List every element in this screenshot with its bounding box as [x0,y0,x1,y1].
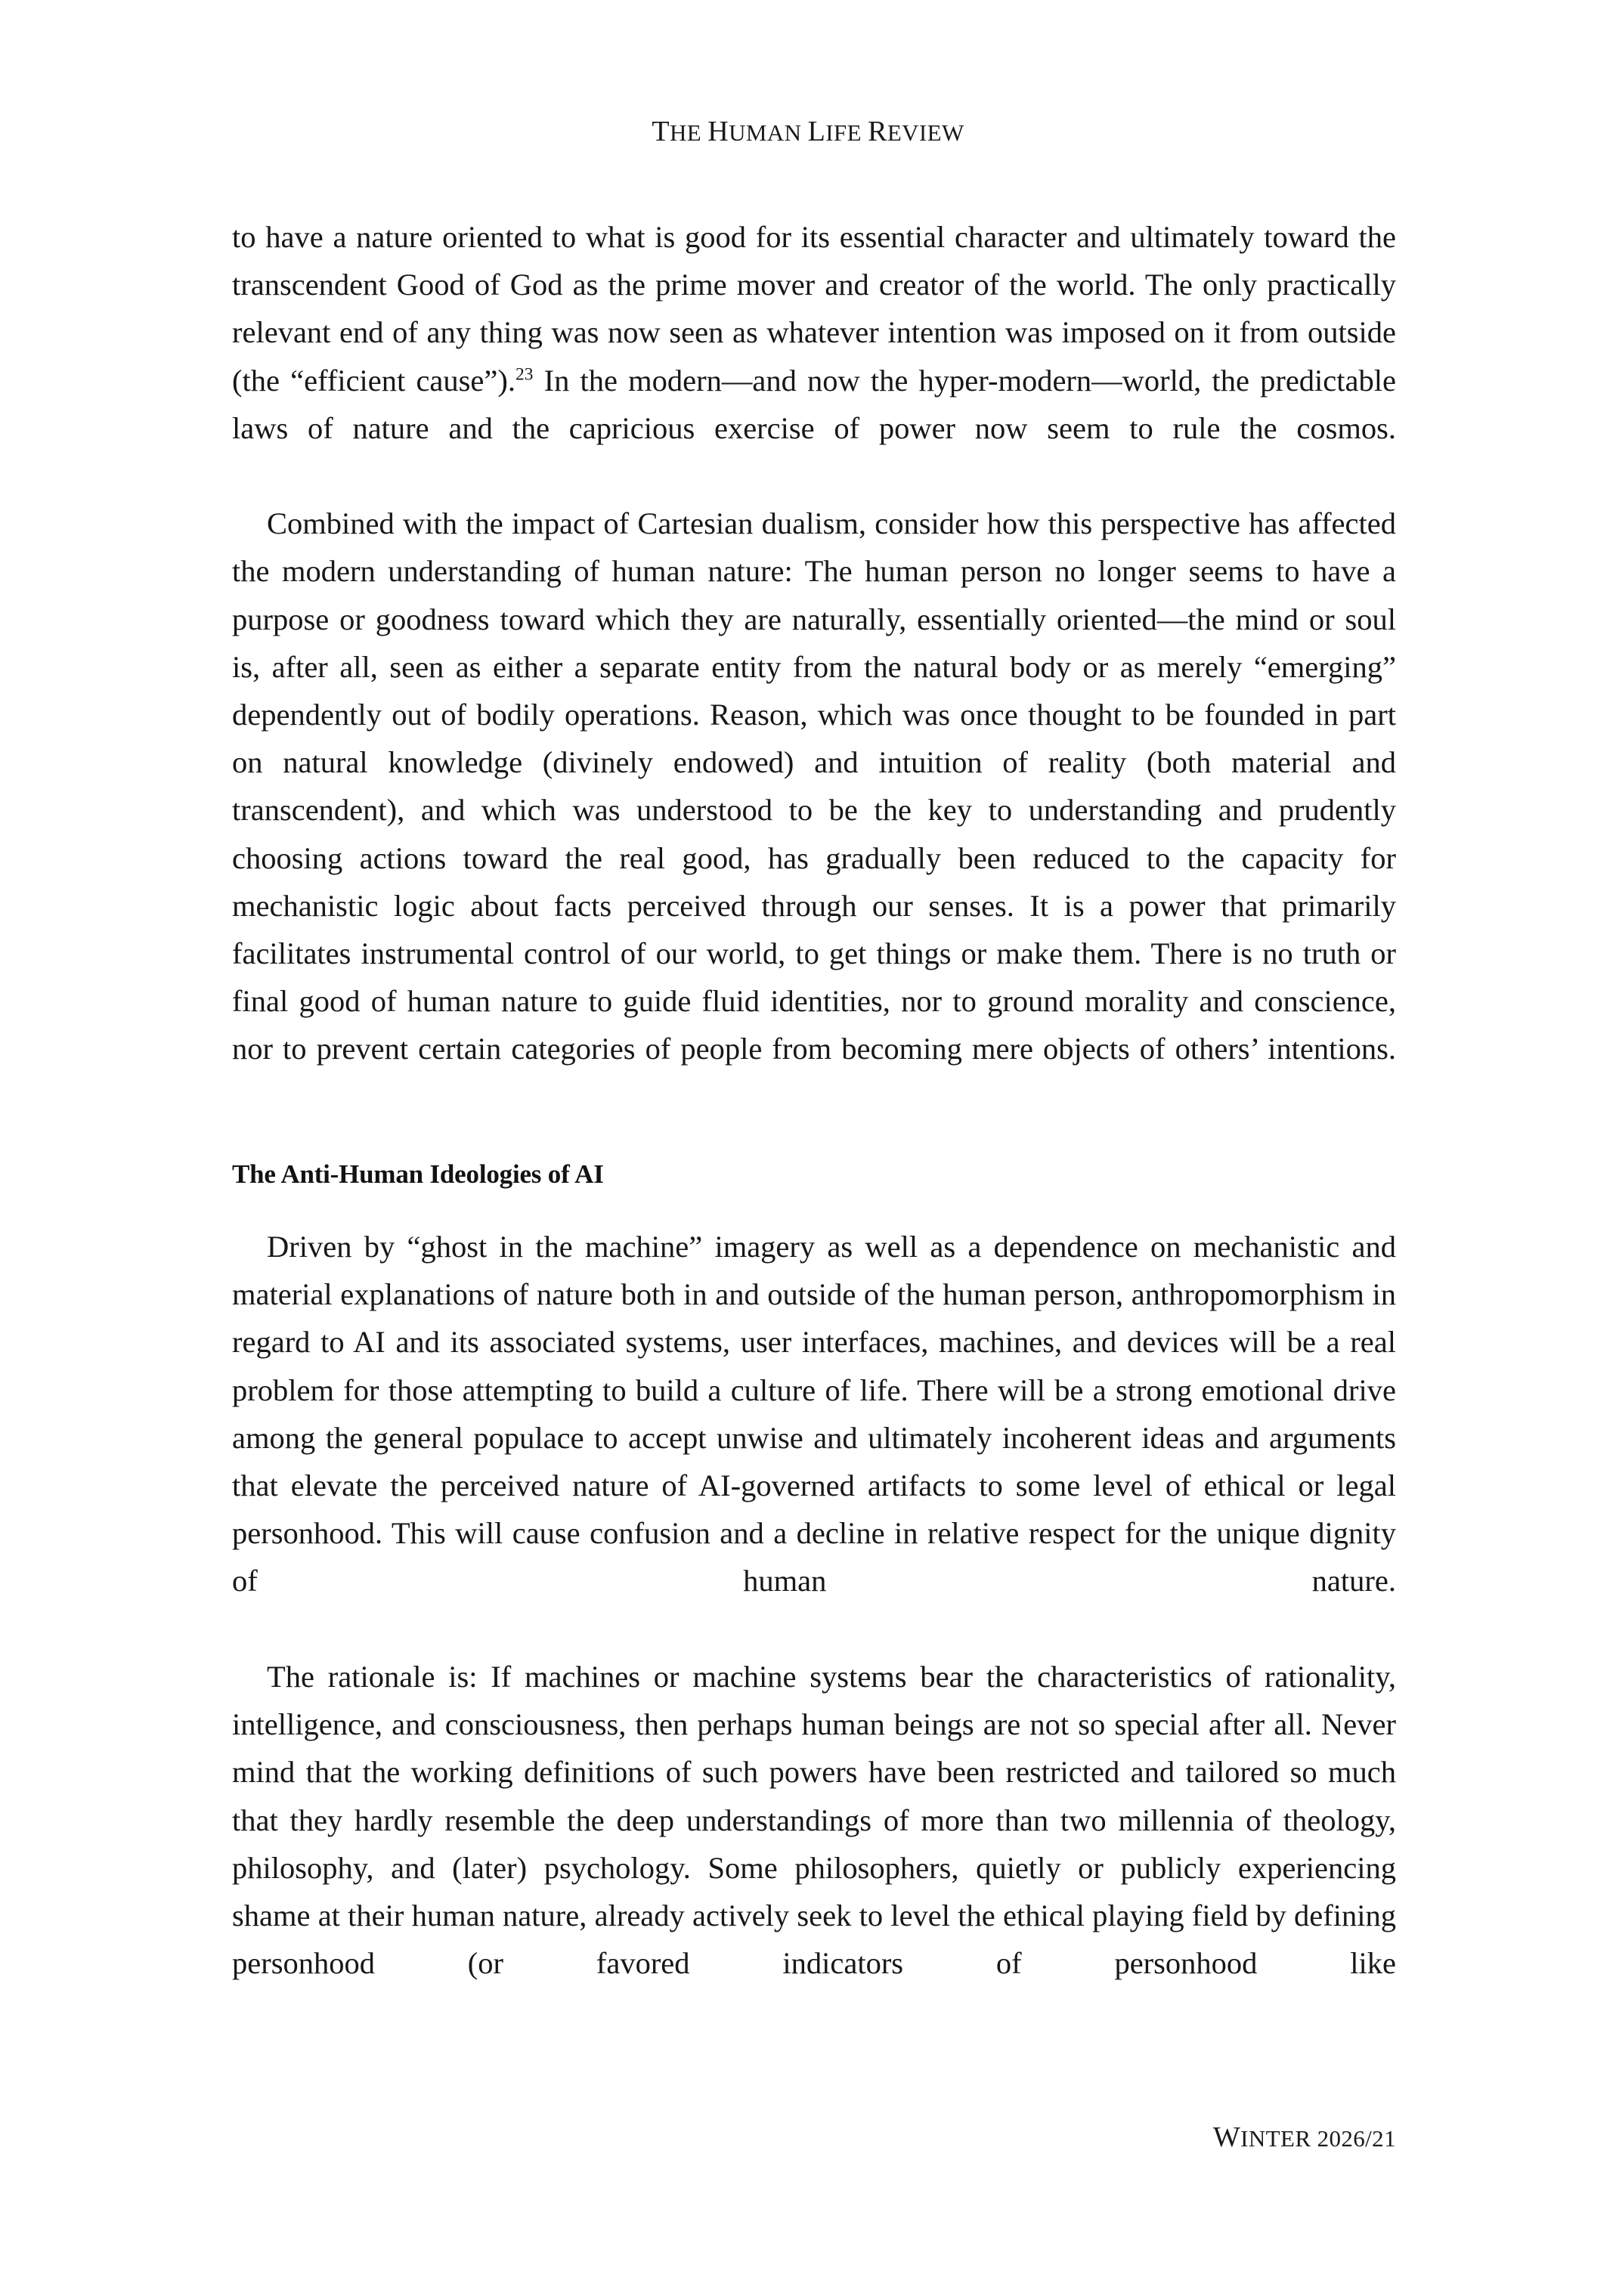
running-head [0,115,1616,148]
page-footer-folio [232,2121,1396,2154]
running-head-word-3 [807,116,862,147]
running-head-word-3-rest: IFE [825,119,862,146]
running-head-word-1-initial: T [652,116,670,147]
folio-season-rest: INTER [1240,2125,1311,2152]
running-head-word-2-initial: H [707,116,729,147]
folio-season-initial: W [1212,2121,1241,2153]
section-heading-anti-human-ideologies: The Anti-Human Ideologies of AI [232,1159,604,1189]
running-head-word-3-initial: L [807,116,826,147]
folio-season [1212,2121,1311,2153]
paragraph-1-text-b: In the modern—and now the hyper-modern—world, the predictable laws of nature and the capricious exercise of power now seem to rule the cosmos. [232,363,1396,445]
running-head-word-4-rest: EVIEW [887,119,964,146]
spacer-above-heading [232,1121,1396,1150]
paragraph-continued [232,213,1396,500]
body-text-column [232,213,1396,2035]
folio-issue-number: 2026/21 [1311,2125,1396,2152]
running-head-word-4 [868,116,964,147]
running-head-word-2-rest: UMAN [729,119,802,146]
spacer-below-heading [232,1198,1396,1223]
footnote-reference-23[interactable]: 23 [515,364,534,385]
running-head-word-2 [707,116,802,147]
paragraph-ghost-in-the-machine: Driven by “ghost in the machine” imagery as well as a dependence on mechanistic and material explanations of nature both in and outside of the human person, anthropomorphism in regard to AI and its associated systems, user interfaces, machines, and devices will be a real problem for those attempting to build a culture of life. There will be a strong emotional drive among the general populace to accept unwise and ultimately incoherent ideas and arguments that elevate the perceived nature of AI-governed artifacts to some level of ethical or legal personhood. This will cause confusion and a decline in relative respect for the unique dignity of human nature. [232,1230,1396,1598]
paragraph-the-rationale: The rationale is: If machines or machine systems bear the characteristics of rationality, intelligence, and consciousness, then perhaps human beings are not so special after all. Never mind that the working definitions of such powers have been restricted and tailored so much that they hardly resemble the deep understandings of more than two millennia of theology, philosophy, and (later) psychology. Some philosophers, quietly or publicly experiencing shame at their human nature, already actively seek to level the ethical playing field by defining personhood (or favored indicators of personhood like [232,1659,1396,1981]
running-head-word-4-initial: R [868,116,887,147]
paragraph-1-text-a: to have a nature oriented to what is good for its essential character and ultimately toward the transcendent Good of God as the prime mover and creator of the world. The only practically relevant end of any thing was now seen as whatever intention was imposed on it from outside (the “efficient cause”). [232,220,1396,398]
paragraph-cartesian-dualism: Combined with the impact of Cartesian dualism, consider how this perspective has affected the modern understanding of human nature: The human person no longer seems to have a purpose or goodness toward which they are naturally, essentially oriented—the mind or soul is, after all, seen as either a separate entity from the natural body or as merely “emerging” dependently out of bodily operations. Reason, which was once thought to be founded in part on natural knowledge (divinely endowed) and intuition of reality (both material and transcendent), and which was understood to be the key to understanding and prudently choosing actions toward the real good, has gradually been reduced to the capacity for mechanistic logic about facts perceived through our senses. It is a power that primarily facilitates instrumental control of our world, to get things or make them. There is no truth or final good of human nature to guide fluid identities, nor to ground morality and conscience, nor to prevent certain categories of people from becoming mere objects of others’ intentions. [232,506,1396,1066]
running-head-word-1 [652,116,702,147]
running-head-word-1-rest: HE [669,119,702,146]
